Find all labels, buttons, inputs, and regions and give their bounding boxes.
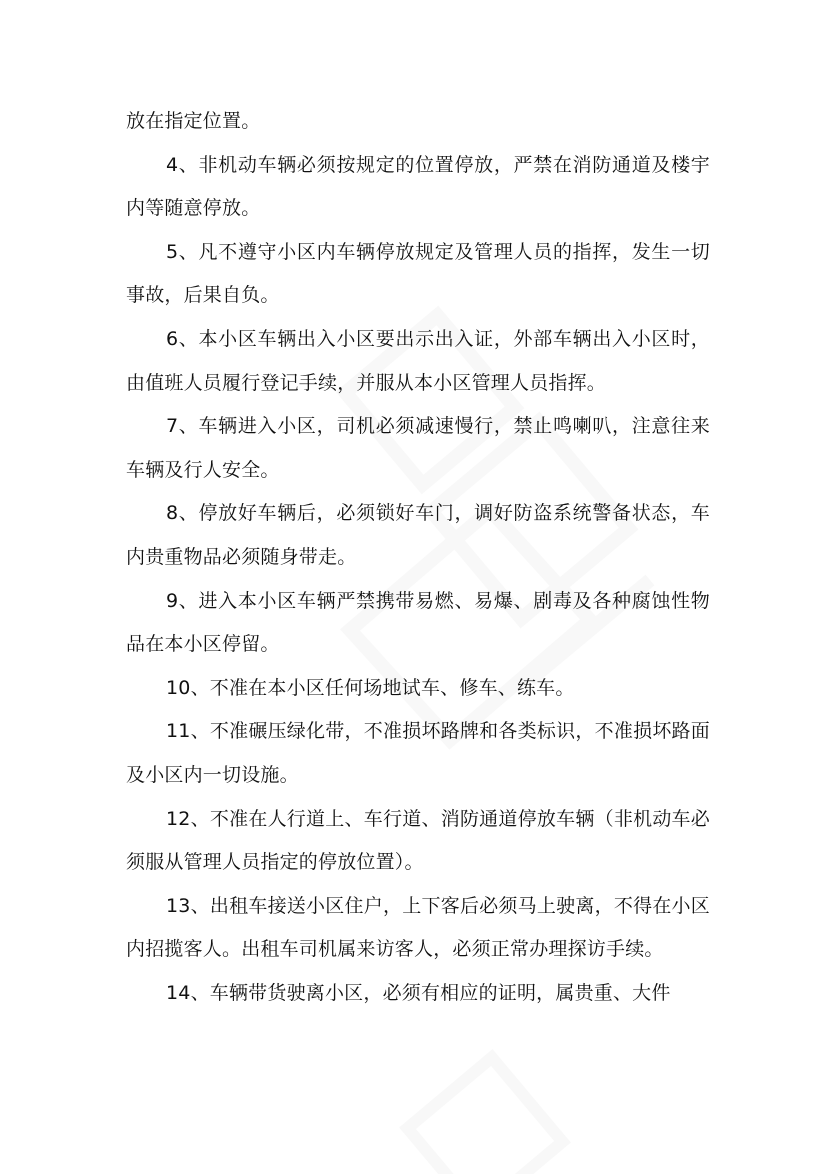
paragraph: 放在指定位置。 xyxy=(126,110,261,132)
document-body xyxy=(126,100,710,1015)
paragraph: 9、进入本小区车辆严禁携带易燃、易爆、剧毒及各种腐蚀性物品在本小区停留。 xyxy=(126,589,710,656)
paragraph: 8、停放好车辆后，必须锁好车门，调好防盗系统警备状态，车内贵重物品必须随身带走。 xyxy=(126,502,710,568)
paragraph: 5、凡不遵守小区内车辆停放规定及管理人员的指挥，发生一切事故，后果自负。 xyxy=(126,240,710,307)
paragraph: 4、非机动车辆必须按规定的位置停放，严禁在消防通道及楼宇内等随意停放。 xyxy=(126,153,710,220)
paragraph: 12、不准在人行道上、车行道、消防通道停放车辆（非机动车必须服从管理人员指定的停放位置）。 xyxy=(126,807,710,874)
paragraph: 7、车辆进入小区，司机必须减速慢行，禁止鸣喇叭，注意往来车辆及行人安全。 xyxy=(126,415,710,481)
paragraph: 11、不准碾压绿化带，不准损坏路牌和各类标识，不准损坏路面及小区内一切设施。 xyxy=(126,720,710,786)
paragraph: 13、出租车接送小区住户，上下客后必须马上驶离，不得在小区内招揽客人。出租车司机属来访客人，必须正常办理探访手续。 xyxy=(126,894,710,961)
paragraph: 14、车辆带货驶离小区，必须有相应的证明，属贵重、大件 xyxy=(166,981,671,1004)
paragraph: 6、本小区车辆出入小区要出示出入证，外部车辆出入小区时，由值班人员履行登记手续，并服从本小区管理人员指挥。 xyxy=(126,327,710,394)
watermark-graphic-bottom xyxy=(380,1040,620,1174)
paragraph: 10、不准在本小区任何场地试车、修车、练车。 xyxy=(166,676,575,699)
